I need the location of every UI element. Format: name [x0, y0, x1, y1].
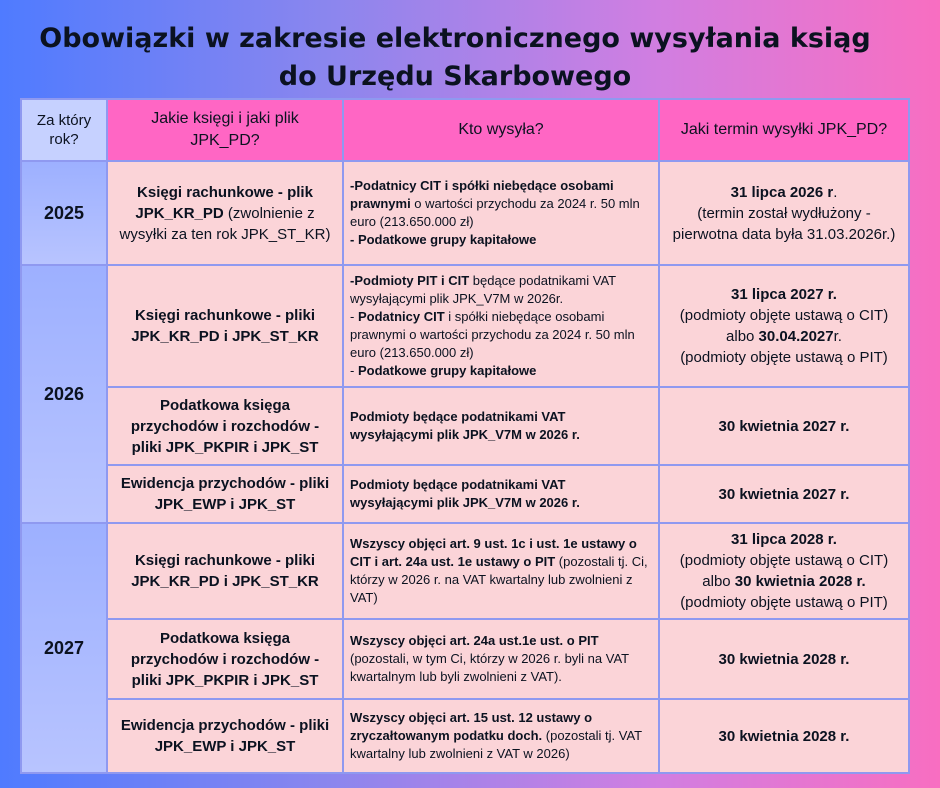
books-cell: Księgi rachunkowe - pliki JPK_KR_PD i JPK_ST_KR [107, 265, 343, 387]
who-line [350, 308, 652, 362]
deadline-suffix: r. [833, 328, 842, 345]
who-detail: i spółki niebędące osobami prawnymi o wartości przychodu za 2024 r. 50 mln euro (213.650.000 zł) [350, 309, 635, 360]
deadline-note: (termin został wydłużony - pierwotna data była 31.03.2026r.) [672, 204, 896, 243]
who-line [350, 362, 652, 380]
who-subject: Podatnicy CIT [357, 309, 445, 324]
who-subject: Wszyscy objęci art. 24a ust.1e ust. o PIT [350, 633, 599, 648]
title-line-2: do Urzędu Skarbowego [278, 61, 632, 92]
who-detail: (pozostali tj. VAT kwartalny lub zwolnieni z VAT w 2026) [350, 728, 642, 761]
deadline-alt [668, 571, 900, 592]
page-title [0, 20, 910, 96]
deadline-cell [659, 265, 909, 387]
header-deadline: Jaki termin wysyłki JPK_PD? [659, 99, 909, 161]
deadline-cell [659, 161, 909, 265]
who-subject: Wszyscy objęci art. 15 ust. 12 ustawy o zryczałtowanym podatku doch. [350, 710, 593, 743]
books-note: (zwolnienie z wysyłki za ten rok JPK_ST_KR) [119, 204, 331, 243]
deadline-note: (podmioty objęte ustawą o CIT) [679, 552, 889, 569]
deadline-cell: 30 kwietnia 2027 r. [659, 465, 909, 523]
who-cell: Podmioty będące podatnikami VAT wysyłającymi plik JPK_V7M w 2026 r. [343, 465, 659, 523]
books-cell [107, 161, 343, 265]
header-books: Jakie księgi i jaki plik JPK_PD? [107, 99, 343, 161]
who-cell [343, 619, 659, 699]
who-group: - Podatkowe grupy kapitałowe [350, 232, 537, 247]
who-dash: - [350, 363, 358, 378]
who-subject: Wszyscy objęci art. 9 ust. 1c i ust. 1e ustawy o CIT i art. 24a ust. 1e ustawy o PIT [350, 536, 637, 569]
deadline-note: (podmioty objęte ustawą o CIT) [679, 307, 889, 324]
table-row [21, 387, 909, 465]
deadline-note: (podmioty objęte ustawą o PIT) [680, 594, 888, 611]
deadline-cell: 30 kwietnia 2028 r. [659, 619, 909, 699]
who-group: Podatkowe grupy kapitałowe [357, 363, 537, 378]
deadline-or: albo [702, 573, 735, 590]
who-cell [343, 699, 659, 773]
year-2027: 2027 [21, 523, 107, 773]
table-row [21, 161, 909, 265]
deadline-or: albo [726, 328, 759, 345]
table-row [21, 619, 909, 699]
books-cell: Ewidencja przychodów - pliki JPK_EWP i JPK_ST [107, 699, 343, 773]
deadline-date: 30.04.2027 [758, 328, 834, 345]
who-cell [343, 161, 659, 265]
books-label: Księgi rachunkowe - plik JPK_KR_PD [135, 183, 313, 222]
deadline-date: 31 lipca 2027 r. [731, 286, 837, 303]
header-who: Kto wysyła? [343, 99, 659, 161]
header-year: Za który rok? [21, 99, 107, 161]
books-cell: Księgi rachunkowe - pliki JPK_KR_PD i JPK_ST_KR [107, 523, 343, 619]
who-detail: (pozostali tj. Ci, którzy w 2026 r. na VAT kwartalny lub zwolnieni z VAT) [350, 554, 648, 605]
books-cell: Podatkowa księga przychodów i rozchodów - pliki JPK_PKPIR i JPK_ST [107, 619, 343, 699]
year-2026: 2026 [21, 265, 107, 523]
who-cell: Podmioty będące podatnikami VAT wysyłającymi plik JPK_V7M w 2026 r. [343, 387, 659, 465]
table-row [21, 465, 909, 523]
who-subject: -Podmioty PIT i CIT [350, 273, 470, 288]
who-detail: (pozostali, w tym Ci, którzy w 2026 r. byli na VAT kwartalnym lub byli zwolnieni z VAT). [350, 651, 629, 684]
who-detail: o wartości przychodu za 2024 r. 50 mln euro (213.650.000 zł) [350, 196, 640, 229]
who-cell [343, 265, 659, 387]
year-2025: 2025 [21, 161, 107, 265]
deadline-cell: 30 kwietnia 2027 r. [659, 387, 909, 465]
table-row [21, 265, 909, 387]
obligations-table [20, 98, 910, 774]
deadline-date: 31 lipca 2026 r [730, 183, 834, 201]
table-row [21, 523, 909, 619]
who-detail: będące podatnikami VAT wysyłającymi plik JPK_V7M w 2026r. [350, 273, 616, 306]
deadline-date: 30 kwietnia 2028 r. [734, 573, 866, 590]
books-cell: Podatkowa księga przychodów i rozchodów - pliki JPK_PKPIR i JPK_ST [107, 387, 343, 465]
header-row [21, 99, 909, 161]
table-row [21, 699, 909, 773]
deadline-dot: . [833, 183, 838, 201]
deadline-note: (podmioty objęte ustawą o PIT) [680, 349, 888, 366]
books-cell: Ewidencja przychodów - pliki JPK_EWP i JPK_ST [107, 465, 343, 523]
deadline-date: 31 lipca 2028 r. [731, 531, 837, 548]
deadline-cell [659, 523, 909, 619]
deadline-alt [668, 326, 900, 347]
title-line-1: Obowiązki w zakresie elektronicznego wysyłania ksiąg [39, 23, 871, 54]
who-cell [343, 523, 659, 619]
deadline-cell: 30 kwietnia 2028 r. [659, 699, 909, 773]
who-subject: -Podatnicy CIT i spółki niebędące osobami prawnymi [350, 178, 614, 211]
who-dash: - [350, 309, 358, 324]
